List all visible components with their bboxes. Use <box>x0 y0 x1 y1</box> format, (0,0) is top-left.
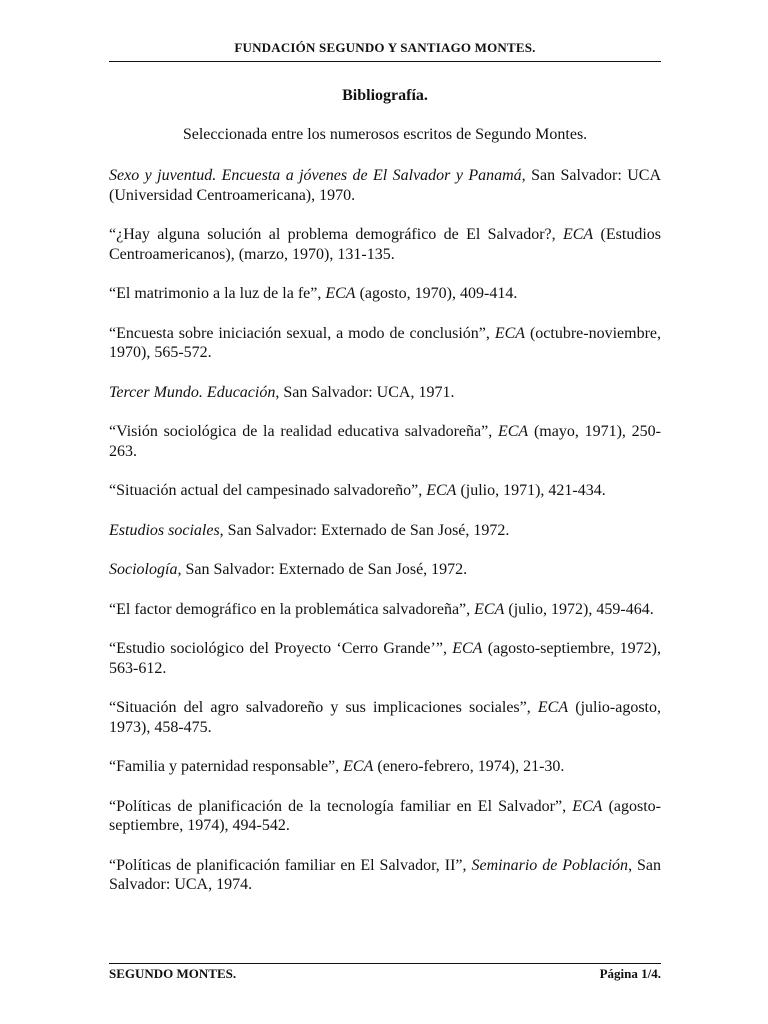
entry-text: “El factor demográfico en la problemática salvadoreña”, <box>109 600 475 618</box>
bibliography-entry <box>109 225 661 264</box>
entry-text: “El matrimonio a la luz de la fe”, <box>109 285 326 302</box>
entry-italic-text: ECA <box>494 324 526 342</box>
entry-text: , San Salvador: Externado de San José, 1972. <box>219 521 510 539</box>
intro-text: Seleccionada entre los numerosos escritos de Segundo Montes. <box>182 126 588 143</box>
bibliography-entry <box>109 757 661 777</box>
entry-italic-text: ECA <box>343 758 374 775</box>
entry-text: “Políticas de planificación familiar en El Salvador, II”, <box>109 856 472 874</box>
bibliography-entry <box>109 698 661 737</box>
footer-divider <box>109 963 661 964</box>
entry-text: , San Salvador: UCA, 1971. <box>275 383 455 401</box>
entry-italic-text: ECA <box>474 600 505 618</box>
entry-text: “¿Hay alguna solución al problema demográfico de El Salvador?, <box>109 226 563 243</box>
entry-text: (julio, 1971), 421-434. <box>456 482 606 499</box>
entry-italic-text: Sociología, <box>109 561 182 578</box>
entry-italic-text: ECA <box>497 423 529 440</box>
entry-text: San Salvador: UCA (Universidad Centroamericana), 1970. <box>109 167 662 204</box>
entry-italic-text: ECA <box>325 285 356 302</box>
entry-italic-text: ECA <box>537 699 569 716</box>
entry-italic-text: ECA <box>572 797 603 815</box>
entry-italic-text: Seminario de Población <box>471 856 629 874</box>
entry-text: San Salvador: Externado de San José, 1972. <box>181 561 468 578</box>
page-header: FUNDACIÓN SEGUNDO Y SANTIAGO MONTES. <box>234 40 536 55</box>
entry-text: “Encuesta sobre iniciación sexual, a modo de conclusión”, <box>109 324 495 342</box>
entry-text: (enero-febrero, 1974), 21-30. <box>373 758 565 775</box>
entry-text: (octubre-noviembre, 1970), 565-572. <box>109 324 661 361</box>
bibliography-entry <box>109 383 661 403</box>
entry-text: “Políticas de planificación de la tecnología familiar en El Salvador”, <box>109 797 573 815</box>
entry-italic-text: ECA <box>452 640 483 657</box>
entry-text: “Situación del agro salvadoreño y sus implicaciones sociales”, <box>109 699 538 716</box>
entry-text: “Situación actual del campesinado salvadoreño”, <box>109 482 427 499</box>
document-page <box>109 0 661 1024</box>
entry-italic-text: Estudios sociales <box>109 521 220 539</box>
bibliography-list <box>109 166 661 915</box>
entry-text: (julio-agosto, 1973), 458-475. <box>109 699 661 736</box>
bibliography-entry <box>109 166 661 205</box>
entry-text: (Estudios Centroamericanos), (marzo, 1970), 131-135. <box>109 226 661 263</box>
bibliography-entry <box>109 521 661 541</box>
entry-italic-text: ECA <box>426 482 457 499</box>
bibliography-entry <box>109 639 661 678</box>
entry-text: (agosto-septiembre, 1972), 563-612. <box>109 640 661 677</box>
entry-italic-text: ECA <box>562 226 594 243</box>
bibliography-entry <box>109 600 661 620</box>
entry-text: , San Salvador: UCA, 1974. <box>109 856 662 893</box>
entry-text: (agosto, 1970), 409-414. <box>355 285 518 302</box>
bibliography-entry <box>109 422 661 461</box>
bibliography-entry <box>109 560 661 580</box>
bibliography-entry <box>109 856 661 895</box>
page-title: Bibliografía. <box>342 87 428 104</box>
entry-italic-text: Sexo y juventud. Encuesta a jóvenes de El Salvador y Panamá, <box>109 167 526 184</box>
bibliography-entry <box>109 481 661 501</box>
header-divider <box>109 61 661 62</box>
bibliography-entry <box>109 284 661 304</box>
page-number: Página 1/4. <box>599 966 661 981</box>
bibliography-entry <box>109 324 661 363</box>
entry-text: “Visión sociológica de la realidad educativa salvadoreña”, <box>109 423 498 440</box>
entry-text: “Estudio sociológico del Proyecto ‘Cerro Grande’”, <box>109 640 453 657</box>
entry-text: “Familia y paternidad responsable”, <box>109 758 344 775</box>
entry-text: (mayo, 1971), 250-263. <box>109 423 662 460</box>
entry-text: (agosto-septiembre, 1974), 494-542. <box>109 797 661 834</box>
footer-author: SEGUNDO MONTES. <box>109 966 237 981</box>
bibliography-entry <box>109 797 661 836</box>
entry-text: (julio, 1972), 459-464. <box>504 600 654 618</box>
entry-italic-text: Tercer Mundo. Educación <box>109 383 276 401</box>
